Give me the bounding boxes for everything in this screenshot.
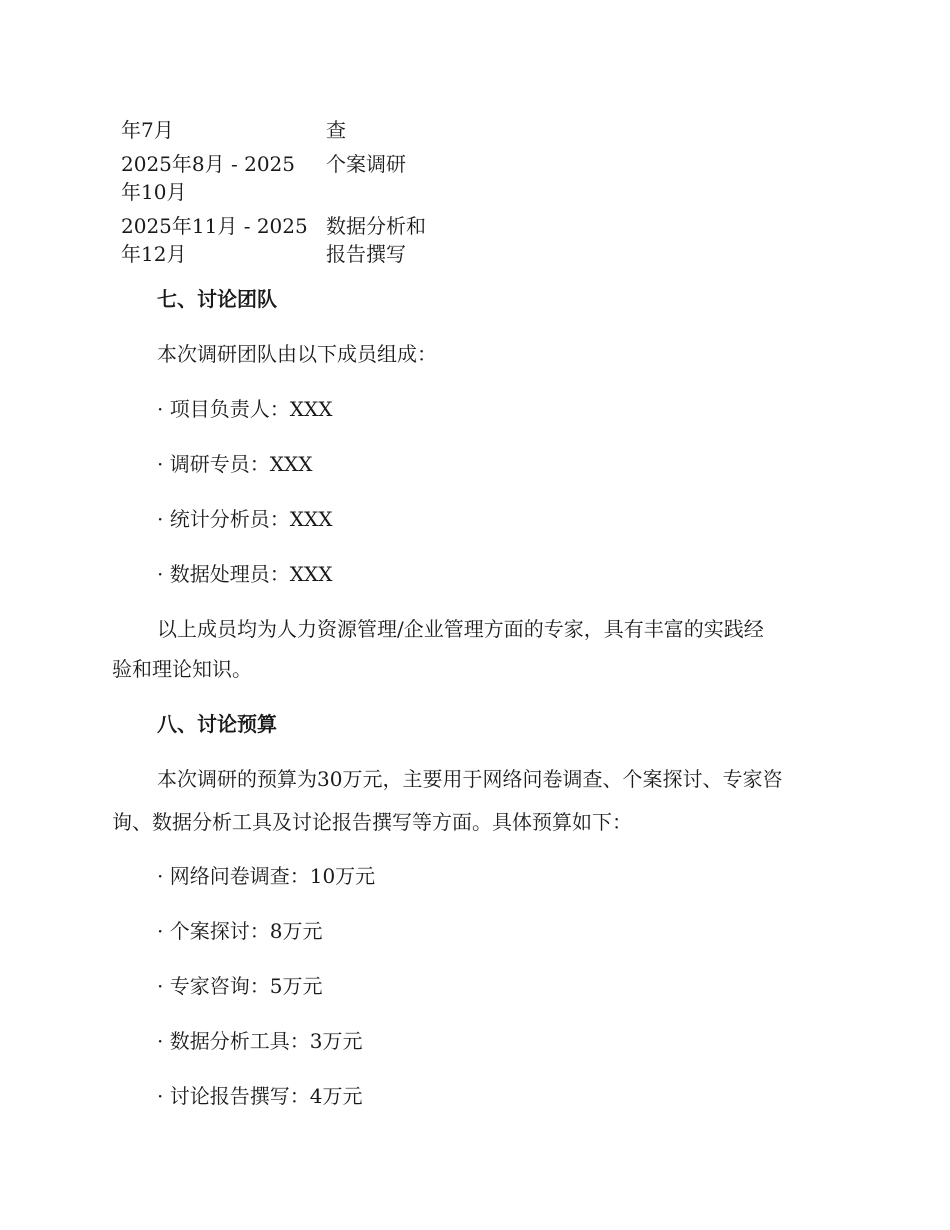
- paragraph-team-intro: 本次调研团队由以下成员组成：: [157, 342, 437, 366]
- list-item-budget: · 数据分析工具：3万元: [157, 1029, 363, 1053]
- paragraph-team-summary-cont: 验和理论知识。: [112, 657, 252, 681]
- section-heading-budget: 八、讨论预算: [157, 712, 277, 736]
- section-heading-team: 七、讨论团队: [157, 287, 277, 311]
- list-item-member: · 项目负责人：XXX: [157, 397, 333, 421]
- paragraph-budget-intro: 本次调研的预算为30万元，主要用于网络问卷调查、个案探讨、专家咨: [157, 767, 783, 791]
- table-cell-period: 2025年11月 - 2025: [121, 214, 308, 238]
- list-item-budget: · 专家咨询：5万元: [157, 974, 323, 998]
- paragraph-team-summary: 以上成员均为人力资源管理/企业管理方面的专家，具有丰富的实践经: [157, 617, 764, 641]
- table-cell-period: 年7月: [121, 118, 174, 142]
- list-item-member: · 数据处理员：XXX: [157, 562, 333, 586]
- list-item-budget: · 个案探讨：8万元: [157, 919, 323, 943]
- list-item-budget: · 讨论报告撰写：4万元: [157, 1084, 363, 1108]
- table-cell-period: 2025年8月 - 2025: [121, 152, 295, 176]
- table-cell-task: 数据分析和: [326, 214, 426, 238]
- list-item-member: · 统计分析员：XXX: [157, 507, 333, 531]
- table-cell-period: 年10月: [121, 180, 187, 204]
- table-cell-task: 个案调研: [326, 152, 406, 176]
- list-item-member: · 调研专员：XXX: [157, 452, 313, 476]
- table-cell-task: 查: [326, 118, 346, 142]
- table-cell-period: 年12月: [121, 242, 187, 266]
- table-cell-task: 报告撰写: [326, 242, 406, 266]
- list-item-budget: · 网络问卷调查：10万元: [157, 864, 376, 888]
- paragraph-budget-intro-cont: 询、数据分析工具及讨论报告撰写等方面。具体预算如下：: [112, 810, 632, 834]
